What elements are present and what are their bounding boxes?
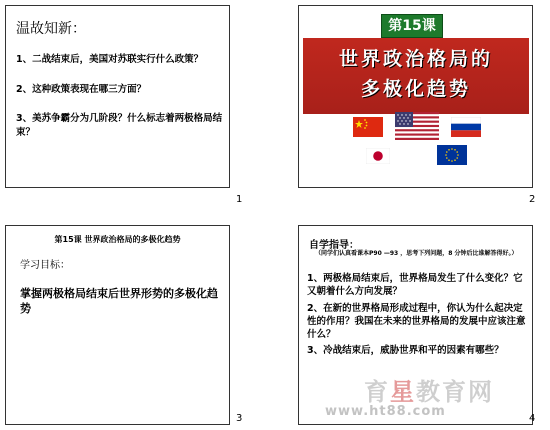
usa-flag-icon — [395, 112, 439, 140]
study-question-3: 3、冷战结束后，威胁世界和平的因素有哪些？ — [307, 345, 504, 356]
slide-2[interactable] — [298, 5, 533, 188]
watermark-logo — [318, 372, 540, 407]
learning-goal: 掌握两极格局结束后世界形势的多极化趋势 — [20, 287, 218, 315]
russia-flag-icon — [451, 117, 481, 137]
page-number-2: 2 — [529, 194, 536, 205]
lesson-badge: 第15课 — [381, 14, 443, 38]
slide-3-header: 第15课 世界政治格局的多极化趋势 — [54, 235, 181, 244]
question-3: 3、美苏争霸分为几阶段？什么标志着两极格局结束？ — [16, 113, 223, 138]
slide-1-title: 温故知新： — [16, 21, 86, 37]
watermark-text-c: 教育网 — [416, 378, 494, 406]
question-2: 2、这种政策表现在哪三方面？ — [16, 84, 147, 95]
page-number-3: 3 — [236, 413, 243, 424]
japan-flag-icon — [366, 148, 390, 164]
watermark-text-a: 育 — [364, 378, 390, 406]
watermark-text-b: 星 — [390, 378, 416, 406]
question-1: 1、二战结束后，美国对苏联实行什么政策？ — [16, 54, 204, 65]
watermark-url: www.ht88.com — [325, 404, 446, 419]
page-number-1: 1 — [236, 194, 243, 205]
slide-1[interactable] — [5, 5, 230, 188]
slide-2-title-line-1: 世界政治格局的 — [338, 48, 493, 70]
title-banner — [303, 38, 529, 114]
slide-3-subtitle: 学习目标： — [20, 260, 70, 271]
china-flag-icon — [353, 117, 383, 137]
eu-flag-icon — [437, 145, 467, 165]
study-question-2: 2、在新的世界格局形成过程中，你认为什么起决定性的作用？我国在未来的世界格局的发展中应该注意什么？ — [307, 303, 526, 340]
slide-3[interactable] — [5, 225, 230, 425]
study-question-1: 1、两极格局结束后，世界格局发生了什么变化？它又朝着什么方向发展？ — [307, 273, 523, 297]
slide-2-title-line-2: 多极化趋势 — [360, 78, 471, 100]
page-number-4: 4 — [529, 413, 536, 424]
self-study-note: （同学们认真看课本P90 —93 ，思考下列问题，8 分钟后比谁解答得好。） — [315, 250, 518, 257]
slide-4-title: 自学指导： — [309, 240, 359, 251]
